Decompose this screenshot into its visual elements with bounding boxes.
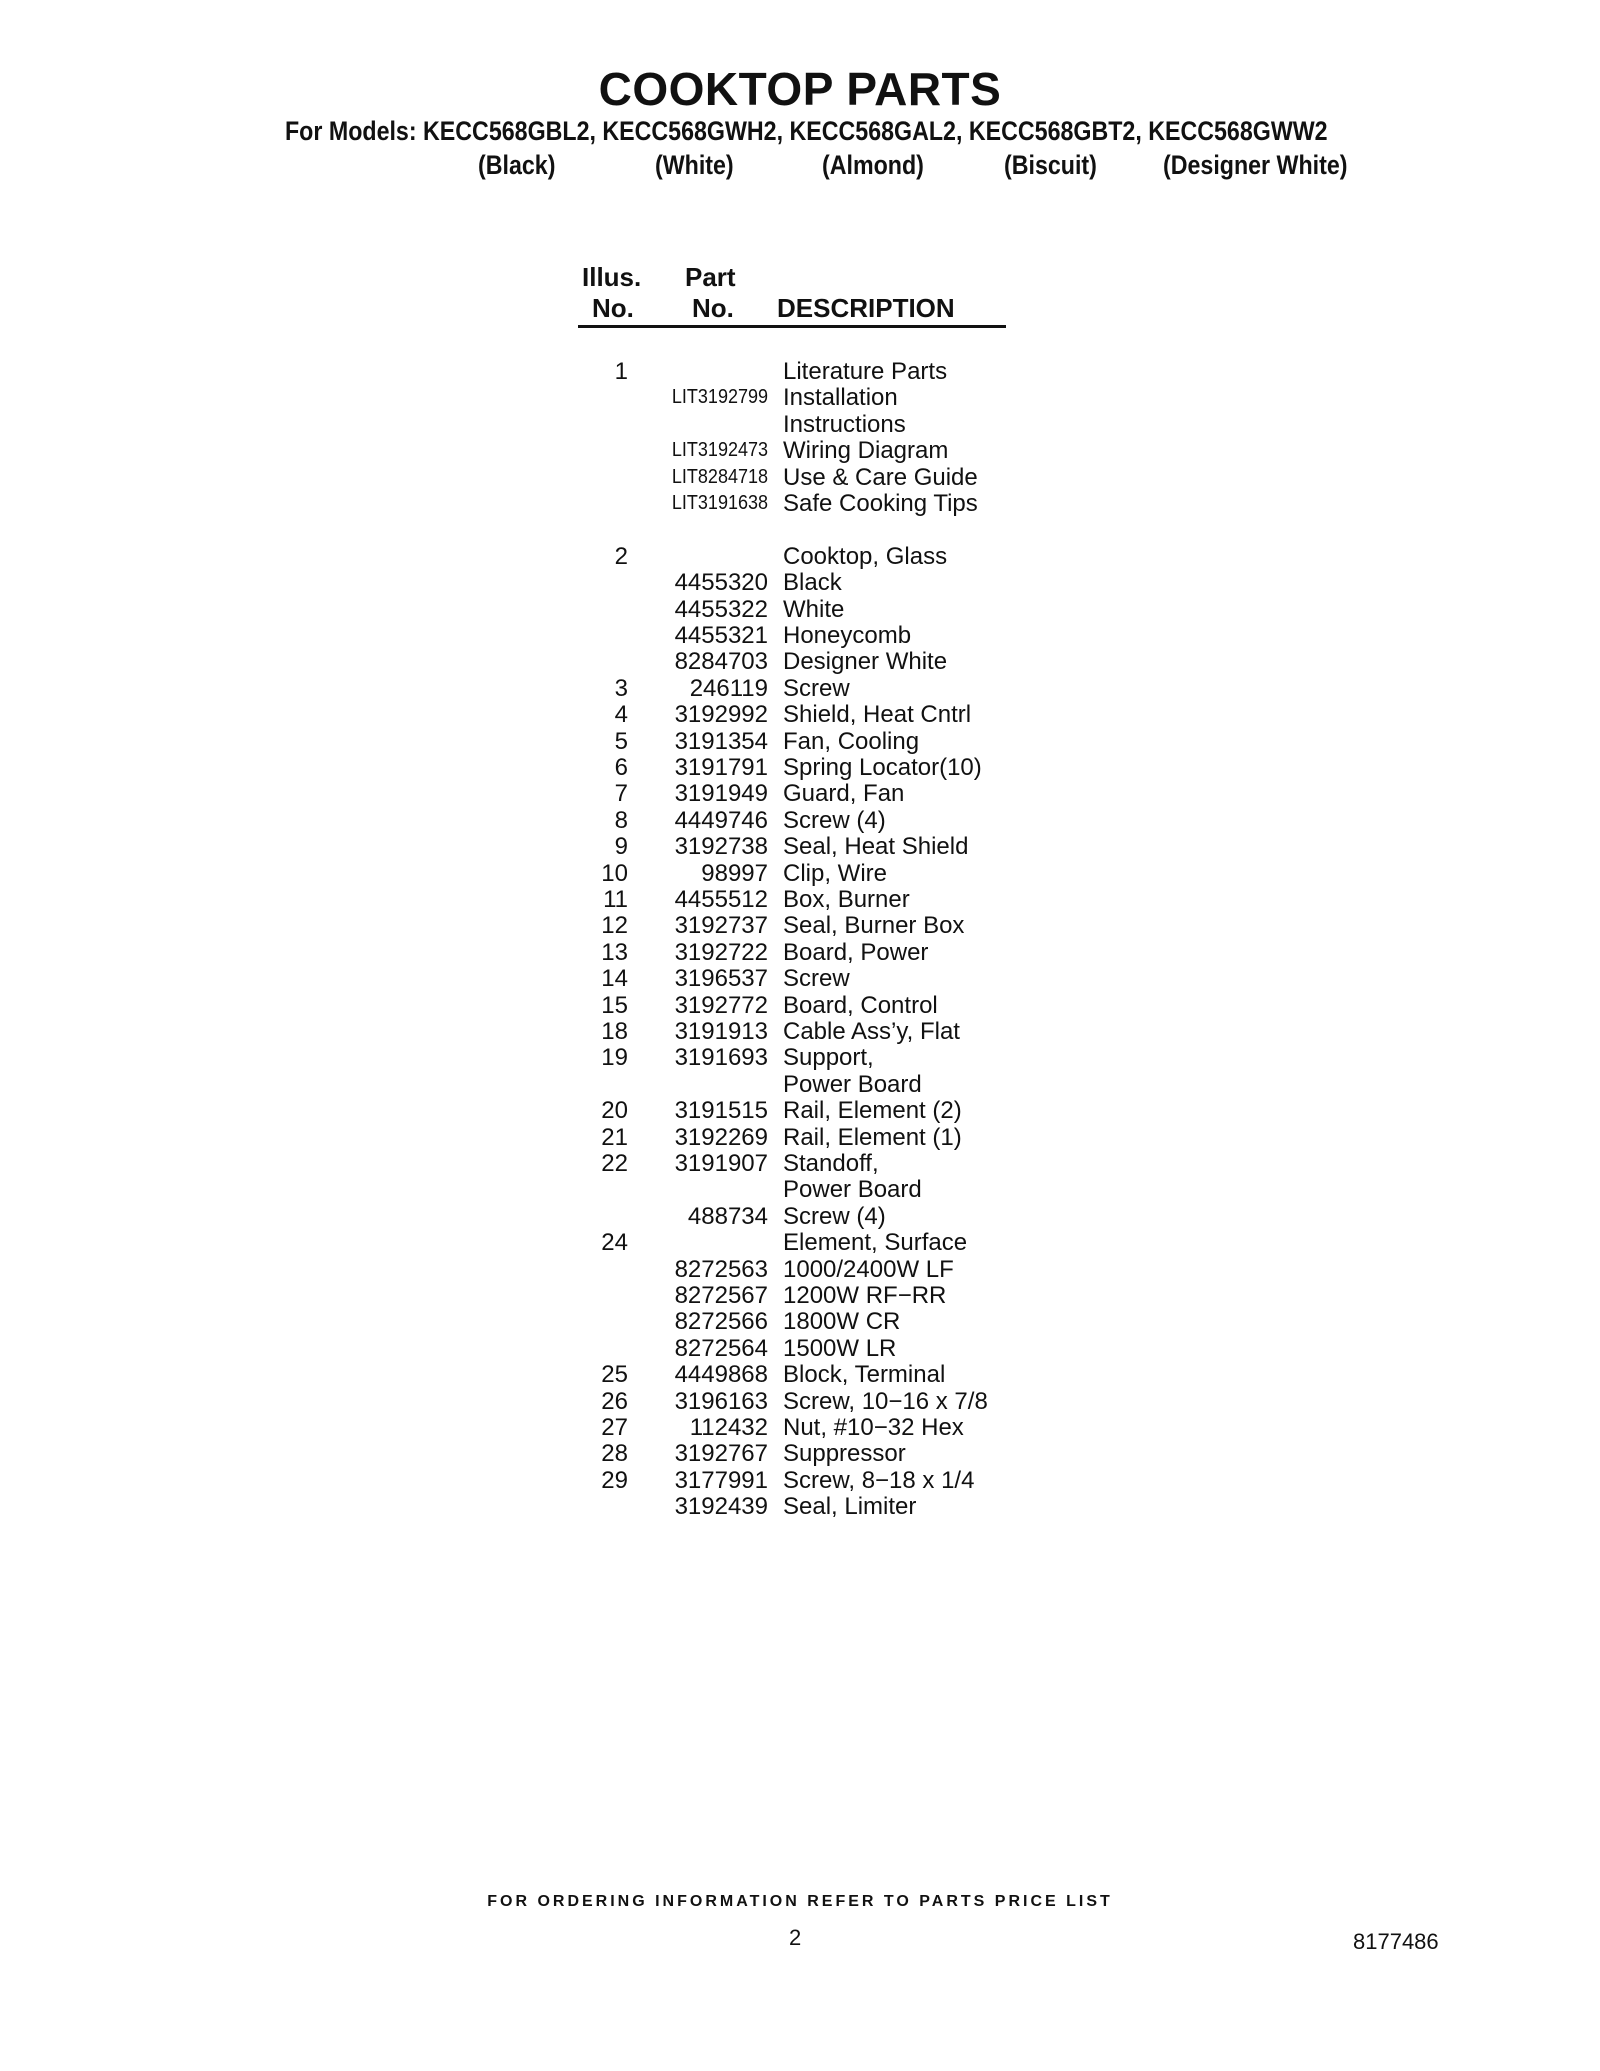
table-row bbox=[0, 1388, 1600, 1414]
table-row bbox=[0, 1044, 1600, 1070]
part-description: Block, Terminal bbox=[783, 1361, 946, 1389]
table-row bbox=[0, 833, 1600, 859]
part-description: Guard, Fan bbox=[783, 780, 905, 808]
part-number: 3177991 bbox=[674, 1466, 768, 1494]
table-row bbox=[0, 992, 1600, 1018]
table-row bbox=[0, 1414, 1600, 1440]
part-number: 246119 bbox=[689, 674, 768, 702]
header-rule bbox=[578, 325, 1006, 328]
part-number: 3192737 bbox=[674, 912, 768, 940]
part-description: Literature Parts bbox=[783, 358, 948, 385]
table-row bbox=[0, 780, 1600, 806]
part-number: 3192269 bbox=[674, 1123, 768, 1151]
illus-number: 7 bbox=[614, 780, 628, 808]
part-number: 8272567 bbox=[674, 1282, 768, 1309]
part-number: 3191913 bbox=[674, 1018, 768, 1045]
col-description-header: DESCRIPTION bbox=[777, 293, 955, 323]
illus-number: 3 bbox=[614, 674, 628, 702]
part-number: 4455320 bbox=[674, 569, 768, 597]
part-number: 488734 bbox=[687, 1202, 768, 1230]
part-description: Installation bbox=[783, 384, 898, 412]
part-number: LIT3192473 bbox=[671, 439, 768, 462]
table-row bbox=[0, 1308, 1600, 1334]
col-illus-header-2: No. bbox=[592, 293, 634, 323]
part-description: 1200W RF−RR bbox=[783, 1282, 947, 1309]
part-description: Cable Ass’y, Flat bbox=[783, 1018, 960, 1045]
part-number: 3191515 bbox=[674, 1097, 768, 1125]
part-number: 3191949 bbox=[674, 780, 768, 808]
table-row bbox=[0, 912, 1600, 938]
ordering-note: FOR ORDERING INFORMATION REFER TO PARTS PRICE LIST bbox=[487, 1893, 1113, 1910]
illus-number: 13 bbox=[601, 938, 628, 966]
part-number: 3191693 bbox=[674, 1044, 768, 1072]
col-part-header-2: No. bbox=[692, 293, 734, 323]
table-row bbox=[0, 939, 1600, 965]
part-description: Support, bbox=[783, 1044, 874, 1072]
table-row bbox=[0, 1493, 1600, 1519]
illus-number: 20 bbox=[601, 1097, 628, 1125]
part-description: Standoff, bbox=[783, 1150, 879, 1177]
color-designer-white: (Designer White) bbox=[1163, 150, 1348, 180]
table-row bbox=[0, 622, 1600, 648]
part-description: Spring Locator(10) bbox=[783, 754, 982, 781]
part-number: 3191354 bbox=[674, 727, 768, 755]
part-description: Designer White bbox=[783, 648, 948, 676]
table-row bbox=[0, 1256, 1600, 1282]
col-part-header-1: Part bbox=[685, 262, 736, 292]
models-line: For Models: KECC568GBL2, KECC568GWH2, KECC568GAL2, KECC568GBT2, KECC568GWW2 bbox=[285, 116, 1328, 146]
part-number: 4449868 bbox=[674, 1361, 768, 1389]
part-description: Screw bbox=[783, 674, 850, 702]
illus-number: 14 bbox=[601, 965, 628, 993]
part-description: Board, Power bbox=[783, 938, 929, 966]
part-description: Honeycomb bbox=[783, 622, 912, 649]
part-description: Power Board bbox=[783, 1070, 922, 1098]
part-description: Seal, Burner Box bbox=[783, 912, 965, 940]
table-row bbox=[0, 384, 1600, 410]
part-number: 8272566 bbox=[674, 1308, 768, 1336]
part-description: Screw bbox=[783, 965, 850, 993]
illus-number: 21 bbox=[601, 1123, 628, 1151]
table-row bbox=[0, 886, 1600, 912]
table-row bbox=[0, 1071, 1600, 1097]
part-description: Use & Care Guide bbox=[783, 463, 978, 491]
illus-number: 2 bbox=[614, 542, 628, 570]
part-number: 3191907 bbox=[674, 1150, 768, 1177]
part-description: Seal, Heat Shield bbox=[783, 833, 969, 861]
color-white: (White) bbox=[655, 150, 734, 180]
table-row bbox=[0, 701, 1600, 727]
part-description: Wiring Diagram bbox=[783, 437, 949, 465]
part-description: Rail, Element (2) bbox=[783, 1097, 962, 1125]
part-description: Fan, Cooling bbox=[783, 727, 920, 755]
part-description: Screw, 10−16 x 7/8 bbox=[783, 1387, 988, 1415]
part-number: 98997 bbox=[701, 859, 768, 887]
part-number: LIT8284718 bbox=[671, 465, 768, 488]
part-description: Board, Control bbox=[783, 991, 938, 1019]
illus-number: 6 bbox=[614, 754, 628, 781]
table-row bbox=[0, 1467, 1600, 1493]
table-row bbox=[0, 728, 1600, 754]
illus-number: 26 bbox=[601, 1387, 628, 1415]
color-almond: (Almond) bbox=[822, 150, 924, 180]
page-title: COOKTOP PARTS bbox=[598, 63, 1002, 115]
illus-number: 8 bbox=[614, 806, 628, 834]
illus-number: 15 bbox=[601, 991, 628, 1019]
illus-number: 29 bbox=[601, 1466, 628, 1494]
part-description: Screw (4) bbox=[783, 806, 886, 834]
part-description: Screw (4) bbox=[783, 1202, 886, 1230]
table-row bbox=[0, 648, 1600, 674]
table-row bbox=[0, 569, 1600, 595]
part-description: 1000/2400W LF bbox=[783, 1255, 954, 1283]
part-description: Shield, Heat Cntrl bbox=[783, 701, 972, 729]
part-number: 8272564 bbox=[674, 1334, 768, 1362]
part-number: 3192439 bbox=[674, 1493, 768, 1521]
part-number: 3196163 bbox=[674, 1387, 768, 1415]
table-row bbox=[0, 358, 1600, 384]
table-row bbox=[0, 543, 1600, 569]
table-row bbox=[0, 1335, 1600, 1361]
illus-number: 28 bbox=[601, 1440, 628, 1468]
illus-number: 11 bbox=[603, 886, 628, 913]
part-number: 8284703 bbox=[674, 648, 768, 676]
table-row bbox=[0, 675, 1600, 701]
part-number: 3192722 bbox=[674, 938, 768, 966]
part-number: 3192738 bbox=[674, 833, 768, 861]
illus-number: 19 bbox=[601, 1044, 628, 1072]
part-number: LIT3191638 bbox=[671, 492, 768, 514]
page-number: 2 bbox=[789, 1925, 802, 1950]
illus-number: 18 bbox=[601, 1018, 628, 1045]
part-number: 3192767 bbox=[674, 1440, 768, 1468]
illus-number: 5 bbox=[614, 727, 628, 755]
part-number: 4455512 bbox=[674, 886, 768, 913]
part-description: Instructions bbox=[783, 410, 906, 438]
model-colors bbox=[0, 150, 1600, 184]
part-description: 1500W LR bbox=[783, 1334, 897, 1362]
table-row bbox=[0, 1361, 1600, 1387]
table-row bbox=[0, 1150, 1600, 1176]
part-number: 112432 bbox=[689, 1414, 768, 1441]
part-number: 3196537 bbox=[674, 965, 768, 993]
part-description: Clip, Wire bbox=[783, 859, 888, 887]
illus-number: 1 bbox=[614, 358, 628, 385]
table-row bbox=[0, 807, 1600, 833]
table-row bbox=[0, 1440, 1600, 1466]
part-description: Rail, Element (1) bbox=[783, 1123, 962, 1151]
part-number: 8272563 bbox=[674, 1255, 768, 1283]
color-biscuit: (Biscuit) bbox=[1004, 150, 1097, 180]
part-number: 3192992 bbox=[674, 701, 768, 729]
part-description: Nut, #10−32 Hex bbox=[783, 1414, 964, 1441]
table-row bbox=[0, 1203, 1600, 1229]
part-description: Safe Cooking Tips bbox=[783, 490, 978, 517]
part-number: 4455321 bbox=[674, 622, 768, 649]
part-number: LIT3192799 bbox=[671, 386, 768, 409]
illus-number: 9 bbox=[614, 833, 628, 861]
illus-number: 24 bbox=[601, 1229, 628, 1257]
part-description: Suppressor bbox=[783, 1440, 906, 1468]
illus-number: 22 bbox=[601, 1150, 628, 1177]
table-row bbox=[0, 490, 1600, 516]
col-illus-header-1: Illus. bbox=[582, 262, 642, 292]
table-row bbox=[0, 437, 1600, 463]
part-description: White bbox=[783, 595, 845, 623]
illus-number: 27 bbox=[601, 1414, 628, 1441]
illus-number: 4 bbox=[614, 701, 628, 729]
part-description: Element, Surface bbox=[783, 1229, 968, 1257]
part-description: 1800W CR bbox=[783, 1308, 901, 1336]
table-row bbox=[0, 596, 1600, 622]
table-row bbox=[0, 411, 1600, 437]
part-description: Cooktop, Glass bbox=[783, 542, 948, 570]
part-number: 4455322 bbox=[674, 595, 768, 623]
table-row bbox=[0, 1282, 1600, 1308]
part-number: 3192772 bbox=[674, 991, 768, 1019]
color-black: (Black) bbox=[478, 150, 556, 180]
table-row bbox=[0, 1176, 1600, 1202]
part-description: Power Board bbox=[783, 1176, 922, 1204]
table-row bbox=[0, 965, 1600, 991]
table-row bbox=[0, 1018, 1600, 1044]
part-description: Black bbox=[783, 569, 842, 597]
table-row bbox=[0, 1097, 1600, 1123]
part-description: Box, Burner bbox=[783, 886, 910, 913]
illus-number: 10 bbox=[601, 859, 628, 887]
part-number: 4449746 bbox=[674, 806, 768, 834]
table-row bbox=[0, 754, 1600, 780]
table-row bbox=[0, 464, 1600, 490]
part-number: 3191791 bbox=[674, 754, 768, 781]
illus-number: 25 bbox=[601, 1361, 628, 1389]
table-row bbox=[0, 1124, 1600, 1150]
part-description: Seal, Limiter bbox=[783, 1493, 917, 1521]
illus-number: 12 bbox=[601, 912, 628, 940]
document-number: 8177486 bbox=[1353, 1929, 1439, 1954]
part-description: Screw, 8−18 x 1/4 bbox=[783, 1466, 975, 1494]
table-row bbox=[0, 860, 1600, 886]
table-row bbox=[0, 1229, 1600, 1255]
